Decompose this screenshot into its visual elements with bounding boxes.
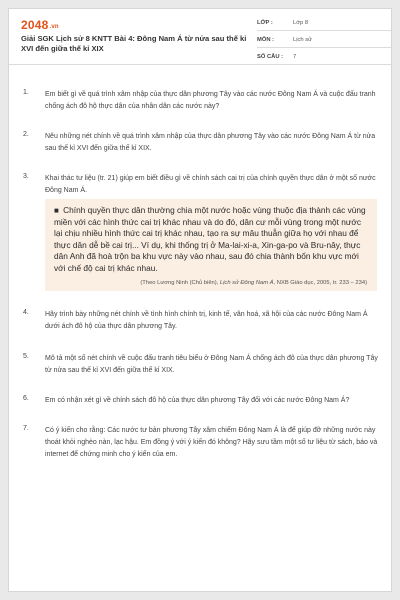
meta-value: Lớp 8 bbox=[293, 20, 309, 26]
question-text: Em biết gì về quá trình xâm nhập của thực dân phương Tây vào các nước Đông Nam Á và cuộc đấu tranh chống ách đô hộ thực dân của nhân dân các nước này? bbox=[45, 91, 376, 110]
question-number: 4. bbox=[23, 309, 29, 316]
meta-label: MÔN : bbox=[257, 37, 275, 43]
quote-bullet: ■ bbox=[54, 206, 59, 215]
meta-value: 7 bbox=[293, 54, 297, 60]
meta-label: SỐ CÂU : bbox=[257, 54, 284, 60]
meta-row-count bbox=[257, 51, 392, 65]
meta-row-subject bbox=[257, 34, 392, 48]
source-book: Lịch sử Đông Nam Á bbox=[219, 280, 274, 286]
document-title: Giải SGK Lịch sử 8 KNTT Bài 4: Đông Nam Á từ nửa sau thế kỉ XVI đến giữa thế kỉ XIX bbox=[21, 34, 247, 53]
logo-suffix: .vn bbox=[49, 24, 59, 30]
question-number: 6. bbox=[23, 395, 29, 402]
question-text: Khai thác tư liệu (tr. 21) giúp em biết điều gì về chính sách cai trị của chính quyền thực dân ở một số nước Đông Nam Á. bbox=[45, 175, 376, 194]
meta-info bbox=[257, 9, 392, 65]
question-number: 7. bbox=[23, 425, 29, 432]
quote-body: Chính quyền thực dân thường chia một nước hoặc vùng thuộc địa thành các vùng miền với các hình thức cai trị khác nhau và do đó, dân cư mỗi vùng trong một nước lại chịu nhiều hình thức cai trị khác nhau, tạo ra sự mâu thuẫn giữa họ với nhau để thực dân dễ bề cai trị... Ví dụ, khi thống trị ở Ma-lai-xi-a, Xin-ga-po và Bru-nây, thực dân Anh đã hoà trộn ba khu vực này vào nhau, sau đó chia thành bốn khu vực mới với chế độ cai trị khác nhau. bbox=[54, 205, 366, 273]
question-text: Nêu những nét chính về quá trình xâm nhập của thực dân phương Tây vào các nước Đông Nam Á từ nửa sau thế kỉ XVI đến giữa thế kỉ XIX. bbox=[45, 133, 376, 152]
question-text: Em có nhận xét gì về chính sách đô hộ của thực dân phương Tây đối với các nước Đông Nam Á? bbox=[45, 397, 350, 404]
question-text: Hãy trình bày những nét chính về tình hình chính trị, kinh tế, văn hoá, xã hội của các nước Đông Nam Á dưới ách đô hộ của thực dân phương Tây. bbox=[45, 311, 368, 330]
site-logo[interactable] bbox=[21, 18, 59, 32]
question-number: 5. bbox=[23, 353, 29, 360]
quote-source bbox=[140, 280, 367, 286]
logo-text: 2048 bbox=[21, 18, 49, 32]
question-number: 1. bbox=[23, 89, 29, 96]
question-text: Mô tả một số nét chính về cuộc đấu tranh tiêu biểu ở Đông Nam Á chống ách đô của thực dân phương Tây từ nửa sau thế kỉ XVI đến giữa thế kỉ XIX. bbox=[45, 355, 378, 374]
question-number: 2. bbox=[23, 131, 29, 138]
source-prefix: (Theo Lương Ninh (Chủ biên), bbox=[140, 280, 220, 286]
meta-row-class bbox=[257, 17, 392, 31]
question-text: Có ý kiến cho rằng: Các nước tư bản phương Tây xâm chiếm Đông Nam Á là để giúp đỡ những nước này thoát khỏi nghèo nàn, lạc hậu. Em đồng ý với ý kiến đó không? Hãy sưu tầm một số tư liệu từ sách, báo và internet để chứng minh cho ý kiến của em. bbox=[45, 427, 378, 458]
question-number: 3. bbox=[23, 173, 29, 180]
source-quote-box bbox=[45, 199, 377, 291]
meta-label: LỚP : bbox=[257, 20, 273, 26]
quote-text bbox=[54, 205, 368, 274]
document-header bbox=[9, 9, 392, 65]
source-suffix: , NXB Giáo dục, 2005, tr. 233 – 234) bbox=[273, 280, 367, 286]
document-page bbox=[8, 8, 392, 592]
meta-value: Lịch sử bbox=[293, 37, 313, 43]
